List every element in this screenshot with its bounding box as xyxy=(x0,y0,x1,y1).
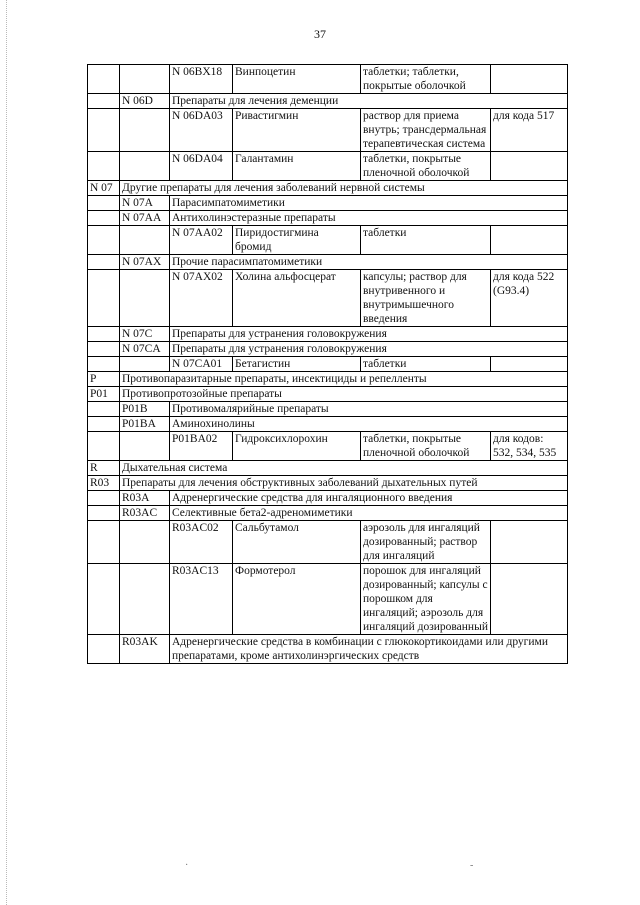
atc-code: N 06DA04 xyxy=(170,152,233,181)
atc-code: N 07CA xyxy=(120,342,170,357)
atc-code: N 07C xyxy=(120,327,170,342)
table-row xyxy=(88,65,568,94)
dosage-form: раствор для приема внутрь; трансдермальная терапевтическая система xyxy=(361,109,491,152)
dosage-form: капсулы; раствор для внутривенного и внутримышечного введения xyxy=(361,270,491,327)
table-row xyxy=(88,255,568,270)
drug-name: Сальбутамол xyxy=(233,521,361,564)
drug-name: Холина альфосцерат xyxy=(233,270,361,327)
drug-name: Пиридостигмина бромид xyxy=(233,226,361,255)
group-title: Селективные бета2-адреномиметики xyxy=(170,506,568,521)
atc-code: R03AC02 xyxy=(170,521,233,564)
drug-name: Галантамин xyxy=(233,152,361,181)
atc-code: P01BA02 xyxy=(170,432,233,461)
group-title: Парасимпатомиметики xyxy=(170,196,568,211)
diagnosis-note xyxy=(491,521,568,564)
atc-code: R03AC13 xyxy=(170,564,233,635)
table-row xyxy=(88,226,568,255)
table-row xyxy=(88,270,568,327)
diagnosis-note xyxy=(491,357,568,372)
table-row xyxy=(88,564,568,635)
diagnosis-note: для кода 522 (G93.4) xyxy=(491,270,568,327)
drug-name: Формотерол xyxy=(233,564,361,635)
table-row xyxy=(88,387,568,402)
group-title: Препараты для лечения обструктивных заболеваний дыхательных путей xyxy=(120,476,568,491)
dosage-form: таблетки, покрытые пленочной оболочкой xyxy=(361,432,491,461)
group-title: Дыхательная система xyxy=(120,461,568,476)
table-row xyxy=(88,521,568,564)
drug-registry-table xyxy=(87,64,568,664)
group-title: Противомалярийные препараты xyxy=(170,402,568,417)
table-row xyxy=(88,491,568,506)
atc-code: P01 xyxy=(88,387,120,402)
diagnosis-note xyxy=(491,226,568,255)
table-row xyxy=(88,635,568,664)
diagnosis-note xyxy=(491,152,568,181)
drug-name: Ривастигмин xyxy=(233,109,361,152)
table-row xyxy=(88,196,568,211)
drug-name: Бетагистин xyxy=(233,357,361,372)
dosage-form: таблетки, покрытые пленочной оболочкой xyxy=(361,152,491,181)
atc-code: R xyxy=(88,461,120,476)
table-row xyxy=(88,461,568,476)
atc-code: P01BA xyxy=(120,417,170,432)
table-row xyxy=(88,152,568,181)
table-row xyxy=(88,432,568,461)
table-row xyxy=(88,211,568,226)
diagnosis-note: для кодов: 532, 534, 535 xyxy=(491,432,568,461)
group-title: Прочие парасимпатомиметики xyxy=(170,255,568,270)
group-title: Адренергические средства для ингаляционного введения xyxy=(170,491,568,506)
table-row xyxy=(88,109,568,152)
atc-code: N 06DA03 xyxy=(170,109,233,152)
atc-code: R03AC xyxy=(120,506,170,521)
page-number: 37 xyxy=(314,27,326,41)
group-title: Антихолинэстеразные препараты xyxy=(170,211,568,226)
atc-code: R03 xyxy=(88,476,120,491)
table-row xyxy=(88,506,568,521)
dosage-form: таблетки; таблетки, покрытые оболочкой xyxy=(361,65,491,94)
atc-code: N 07AA xyxy=(120,211,170,226)
atc-code: N 07AX02 xyxy=(170,270,233,327)
atc-code: N 07CA01 xyxy=(170,357,233,372)
dosage-form: таблетки xyxy=(361,226,491,255)
atc-code: R03AK xyxy=(120,635,170,664)
diagnosis-note: для кода 517 xyxy=(491,109,568,152)
atc-code: N 07AA02 xyxy=(170,226,233,255)
dosage-form: таблетки xyxy=(361,357,491,372)
group-title: Препараты для устранения головокружения xyxy=(170,327,568,342)
table-row xyxy=(88,342,568,357)
scan-edge-line xyxy=(6,0,7,905)
table-row xyxy=(88,476,568,491)
group-title: Препараты для лечения деменции xyxy=(170,94,568,109)
dosage-form: аэрозоль для ингаляций дозированный; раствор для ингаляций xyxy=(361,521,491,564)
table-row xyxy=(88,372,568,387)
atc-code: P xyxy=(88,372,120,387)
scan-speck: · xyxy=(185,860,189,871)
atc-code: N 07 xyxy=(88,181,120,196)
atc-code: P01B xyxy=(120,402,170,417)
group-title: Противопротозойные препараты xyxy=(120,387,568,402)
atc-code: N 06D xyxy=(120,94,170,109)
diagnosis-note xyxy=(491,65,568,94)
group-title: Аминохинолины xyxy=(170,417,568,432)
table-row xyxy=(88,327,568,342)
table-row xyxy=(88,357,568,372)
atc-code: N 07AX xyxy=(120,255,170,270)
group-title: Противопаразитарные препараты, инсектициды и репелленты xyxy=(120,372,568,387)
table-row xyxy=(88,417,568,432)
dosage-form: порошок для ингаляций дозированный; капсулы с порошком для ингаляций; аэрозоль для ингаляций дозированный xyxy=(361,564,491,635)
scan-speck: - xyxy=(470,860,474,871)
drug-name: Винпоцетин xyxy=(233,65,361,94)
drug-name: Гидроксихлорохин xyxy=(233,432,361,461)
table-row xyxy=(88,94,568,109)
group-title: Другие препараты для лечения заболеваний нервной системы xyxy=(120,181,568,196)
group-title: Адренергические средства в комбинации с глюкокортикоидами или другими препаратами, кроме антихолинэргических средств xyxy=(170,635,568,664)
table-row xyxy=(88,181,568,196)
table-row xyxy=(88,402,568,417)
atc-code: N 07A xyxy=(120,196,170,211)
atc-code: R03A xyxy=(120,491,170,506)
group-title: Препараты для устранения головокружения xyxy=(170,342,568,357)
atc-code: N 06BX18 xyxy=(170,65,233,94)
diagnosis-note xyxy=(491,564,568,635)
